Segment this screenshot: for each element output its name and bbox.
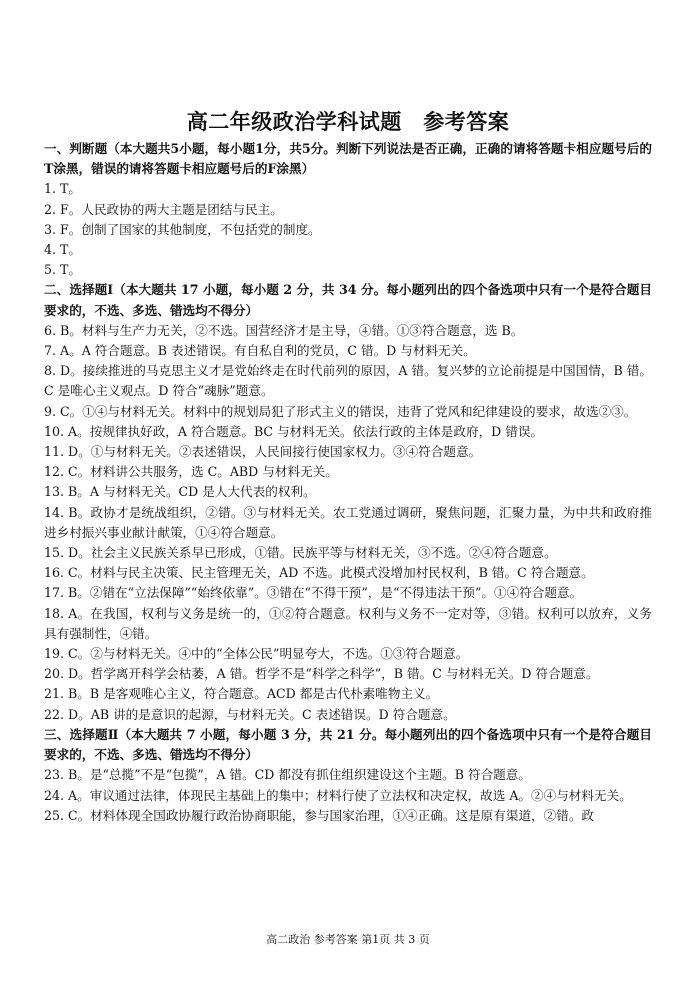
answer-item: 4. T。 (44, 242, 82, 258)
answer-item: 1. T。 (44, 181, 82, 197)
answer-item: 5. T。 (44, 262, 82, 278)
answer-item: 2. F。人民政协的两大主题是团结与民主。 (44, 201, 283, 217)
answer-item: 22. D。AB 讲的是意识的起源，与材料无关。C 表述错误。D 符合题意。 (44, 706, 456, 722)
answer-item: 12. C。材料讲公共服务，选 C。ABD 与材料无关。 (44, 464, 338, 480)
answer-item: 10. A。按规律执好政，A 符合题意。BC 与材料无关。依法行政的主体是政府，D 错误。 (44, 423, 544, 439)
answer-item: 24. A。审议通过法律，体现民主基础上的集中；材料行使了立法权和决定权，故选 A。②④与材料无关。 (44, 787, 632, 803)
section-heading-choice-2: 三、选择题Ⅱ（本大题共 7 小题，每小题 3 分，共 21 分。每小题列出的四个备选项中只有一个是符合题目要求的，不选、多选、错选均不得分） (44, 726, 652, 763)
answer-item: 14. B。政协才是统战组织，②错。③与材料无关。农工党通过调研，聚焦问题，汇聚力量，为中共和政府推进乡村振兴事业献计献策，①④符合题意。 (44, 504, 652, 540)
section-heading-choice-1: 二、选择题Ⅰ（本大题共 17 小题，每小题 2 分，共 34 分。每小题列出的四个备选项中只有一个是符合题目要求的，不选、多选、错选均不得分） (44, 282, 652, 318)
answer-item: 11. D。①与材料无关。②表述错误，人民间接行使国家权力。③④符合题意。 (44, 444, 482, 460)
answer-item: 25. C。材料体现全国政协履行政治协商职能，参与国家治理，①④正确。这是原有渠道，②错。政 (44, 807, 595, 823)
answer-item: 16. C。材料与民主决策、民主管理无关，AD 不选。此模式没增加村民权利，B 错。C 符合题意。 (44, 565, 594, 581)
answer-item: 13. B。A 与材料无关。CD 是人大代表的权利。 (44, 484, 316, 500)
answer-content (44, 139, 652, 826)
answer-item: 9. C。①④与材料无关。材料中的规划局犯了形式主义的错误，违背了党风和纪律建设的要求，故选②③。 (44, 403, 637, 419)
page-title: 高二年级政治学科试题 参考答案 (186, 109, 510, 134)
answer-item: 7. A。A 符合题意。B 表述错误。有自私自利的党员，C 错。D 与材料无关。 (44, 343, 476, 359)
answer-item: 21. B。B 是客观唯心主义，符合题意。ACD 都是古代朴素唯物主义。 (44, 686, 439, 702)
answer-item: 19. C。②与材料无关。④中的“全体公民”明显夸大，不选。①③符合题意。 (44, 646, 469, 662)
answer-item: 3. F。创制了国家的其他制度，不包括党的制度。 (44, 221, 321, 237)
answer-item: 23. B。是“总揽”不是“包揽”，A 错。CD 都没有抓住组织建设这个主题。B 符合题意。 (44, 767, 531, 783)
page-footer: 高二政治 参考答案 第1页 共 3 页 (266, 933, 430, 946)
answer-item: 17. B。②错在“立法保障”“始终依靠”。③错在“不得干预”，是“不得违法干预”。①④符合题意。 (44, 585, 583, 601)
answer-item: 20. D。哲学离开科学会枯萎，A 错。哲学不是“科学之科学”，B 错。C 与材料无关。D 符合题意。 (44, 666, 599, 682)
answer-item: 6. B。材料与生产力无关，②不选。国营经济才是主导，④错。①③符合题意，选 B。 (44, 322, 524, 338)
answer-item: 8. D。接续推进的马克思主义才是党始终走在时代前列的原因，A 错。复兴梦的立论前提是中国国情，B 错。C 是唯心主义观点。D 符合“魂脉”题意。 (44, 363, 652, 399)
answer-item: 15. D。社会主义民族关系早已形成，①错。民族平等与材料无关，③不选。②④符合题意。 (44, 545, 557, 561)
section-heading-judgement: 一、判断题（本大题共5小题，每小题1分，共5分。判断下列说法是否正确，正确的请将答题卡相应题号后的T涂黑，错误的请将答题卡相应题号后的F涂黑） (44, 141, 652, 177)
answer-item: 18. A。在我国，权利与义务是统一的，①②符合题意。权利与义务不一定对等，③错。权利可以放弃，义务具有强制性，④错。 (44, 605, 652, 641)
